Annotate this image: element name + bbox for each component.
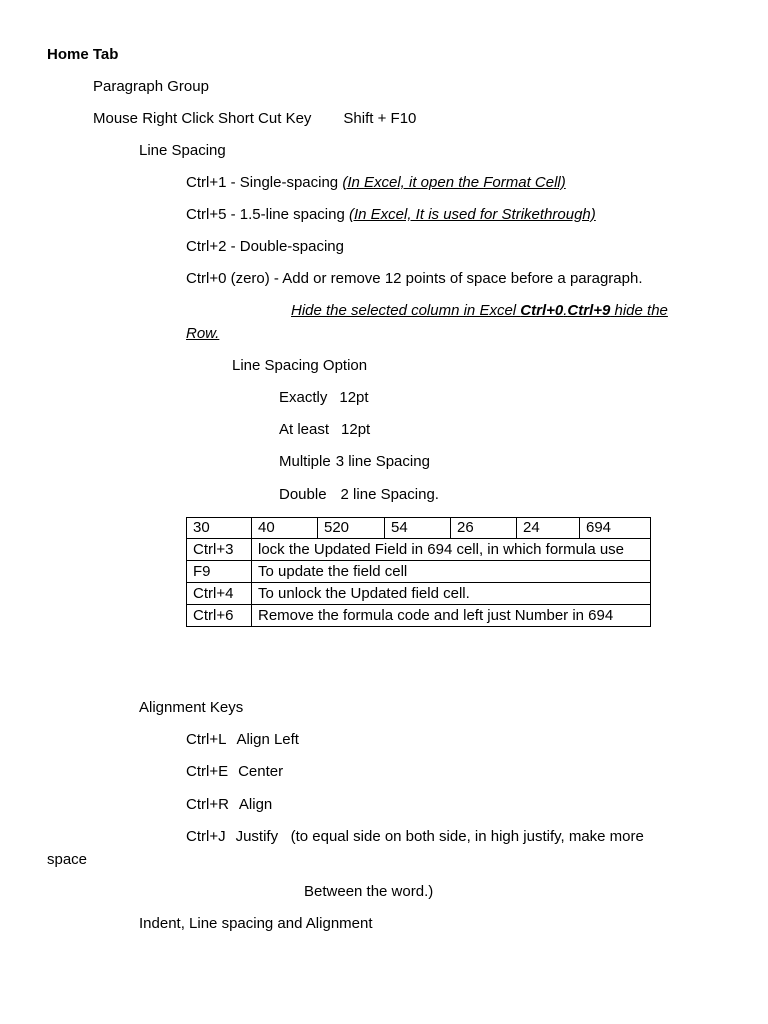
alignment-key: Ctrl+E [186,763,229,780]
line-spacing-item: Ctrl+2 - Double-spacing [186,238,344,255]
shortcut-keys: Shift + F10 [343,110,417,127]
excel-hide-note [291,301,668,321]
table-desc-cell: To unlock the Updated field cell. [252,583,651,605]
table-key-cell: F9 [187,561,252,583]
table-desc-cell: Remove the formula code and left just Number in 694 [252,605,651,627]
option-item [279,485,439,505]
option-name: Double [279,486,327,503]
line-spacing-item [186,173,566,193]
alignment-item [186,762,283,782]
option-item [279,388,369,408]
note-prefix: Hide the selected column in Excel [291,302,521,319]
line-spacing-title: Line Spacing [139,142,226,159]
alignment-key: Ctrl+J [186,828,226,845]
table-row [187,539,651,561]
option-item [279,452,430,472]
alignment-key: Ctrl+R [186,796,229,813]
justify-wrap-text: space [47,851,88,868]
alignment-item [186,730,299,750]
alignment-item [186,827,644,847]
table-header-row [187,518,651,539]
alignment-action: Align Left [236,731,299,748]
alignment-action: Justify (to equal side on both side, in high justify, make more [235,828,644,845]
table-cell: 40 [252,518,318,539]
table-key-cell: Ctrl+6 [187,605,252,627]
table-cell: 30 [187,518,252,539]
table-desc-cell: To update the field cell [252,561,651,583]
alignment-action: Align [238,796,273,813]
option-item [279,420,370,440]
shortcut-table [186,517,651,627]
shortcut-label: Mouse Right Click Short Cut Key [93,110,312,127]
line-spacing-option-title: Line Spacing Option [232,357,368,374]
note-key-2: Ctrl+9 [567,302,611,319]
table-row [187,605,651,627]
alignment-action: Center [238,763,284,780]
item-note: (In Excel, it open the Format Cell) [342,174,566,191]
option-name: Exactly [279,389,328,406]
table-row [187,561,651,583]
note-separator: . [563,302,568,319]
alignment-keys-title: Alignment Keys [139,699,244,716]
option-name: At least [279,421,330,438]
note-key-1: Ctrl+0 [520,302,564,319]
option-name: Multiple [279,453,331,470]
table-row [187,583,651,605]
shortcut-line [93,109,416,129]
line-spacing-item [186,205,596,225]
heading-home-tab: Home Tab [47,46,119,63]
table-key-cell: Ctrl+4 [187,583,252,605]
item-text: Ctrl+5 - 1.5-line spacing [186,206,349,223]
item-note: (In Excel, It is used for Strikethrough) [349,206,596,223]
justify-between-words: Between the word.) [304,883,434,900]
table-key-cell: Ctrl+3 [187,539,252,561]
option-value: 12pt [341,421,371,438]
alignment-item [186,795,272,815]
paragraph-group-label: Paragraph Group [93,78,209,95]
option-value: 3 line Spacing [335,453,430,470]
option-value: 2 line Spacing. [340,486,439,503]
indent-spacing-alignment-heading: Indent, Line spacing and Alignment [139,915,373,932]
table-cell: 24 [517,518,580,539]
table-desc-cell: lock the Updated Field in 694 cell, in which formula use [252,539,651,561]
line-spacing-item: Ctrl+0 (zero) - Add or remove 12 points of space before a paragraph. [186,270,643,287]
excel-hide-note-continuation: Row. [186,325,220,342]
item-text: Ctrl+1 - Single-spacing [186,174,343,191]
table-cell: 694 [580,518,651,539]
table-cell: 520 [318,518,385,539]
table-cell: 54 [385,518,451,539]
option-value: 12pt [339,389,369,406]
table-cell: 26 [451,518,517,539]
alignment-key: Ctrl+L [186,731,227,748]
note-suffix: hide the [610,302,668,319]
